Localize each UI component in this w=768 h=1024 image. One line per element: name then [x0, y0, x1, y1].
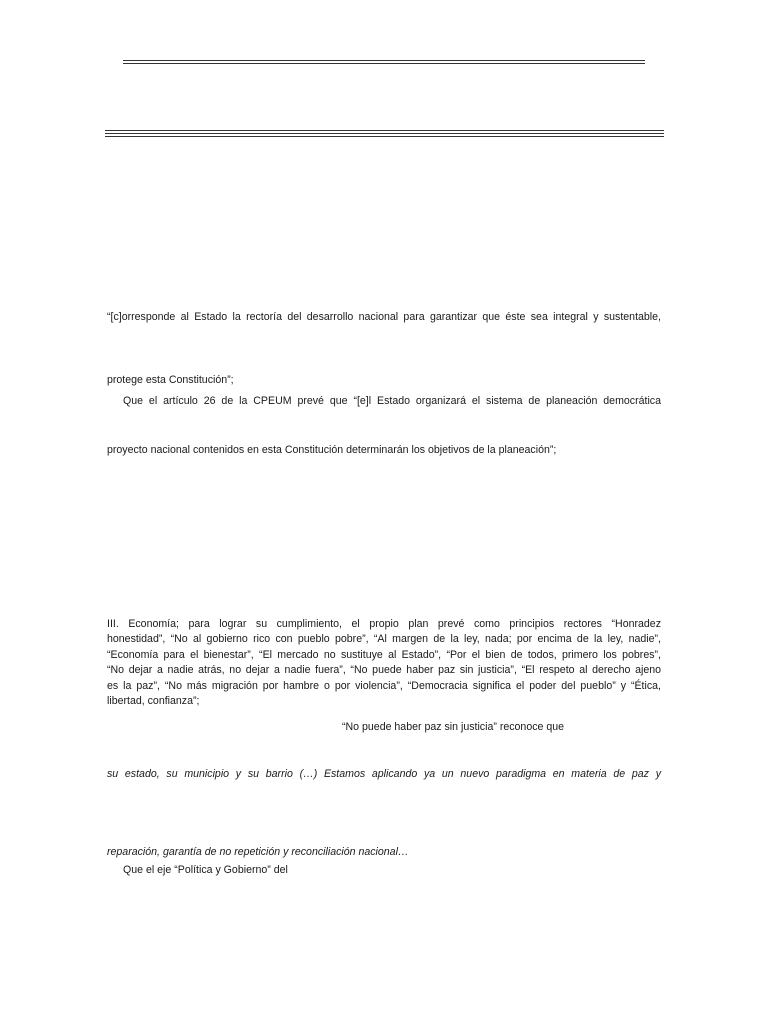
paragraph-line: honestidad”, “No al gobierno rico con pueblo pobre”, “Al margen de la ley, nada; por encima de la ley, nadie”, — [107, 633, 661, 646]
text-line-paz-justicia: “No puede haber paz sin justicia” reconoce que — [342, 721, 565, 733]
header-rule-top-1 — [123, 60, 645, 61]
header-rule-top-2 — [123, 63, 645, 64]
paragraph-line: es la paz”, “No más migración por hambre o por violencia”, “Democracia significa el poder del pueblo” y “Ética, — [107, 679, 661, 692]
paragraph-line: “Economía para el bienestar”, “El mercado no sustituye al Estado”, “Por el bien de todos, primero los pobres”, — [107, 648, 661, 661]
text-line-eje-politica: Que el eje “Política y Gobierno” del — [123, 864, 288, 876]
header-rule-main-2 — [105, 133, 664, 134]
text-line-articulo-26: Que el artículo 26 de la CPEUM prevé que “[e]l Estado organizará el sistema de planeación democrática — [123, 395, 661, 407]
text-line-proyecto-nacional: proyecto nacional contenidos en esta Constitución determinarán los objetivos de la planeación”; — [107, 444, 557, 456]
paragraph-line: libertad, confianza”; — [107, 695, 200, 708]
paragraph-line: “No dejar a nadie atrás, no dejar a nadie fuera”, “No puede haber paz sin justicia”, “El respeto al derecho ajeno — [107, 664, 661, 677]
header-rule-main-3 — [105, 136, 664, 137]
paragraph-line: III. Economía; para lograr su cumplimiento, el propio plan prevé como principios rectores “Honradez — [107, 618, 661, 630]
quote-line-estado: su estado, su municipio y su barrio (…) Estamos aplicando ya un nuevo paradigma en materia de paz y — [107, 768, 661, 780]
text-line-constitucion: protege esta Constitución”; — [107, 374, 234, 386]
text-line-rectoria: “[c]orresponde al Estado la rectoría del desarrollo nacional para garantizar que éste sea integral y sustentable, — [107, 311, 661, 323]
paragraph-economia — [107, 617, 661, 709]
header-rule-main-1 — [105, 130, 664, 131]
quote-line-reparacion: reparación, garantía de no repetición y reconciliación nacional… — [107, 846, 409, 858]
